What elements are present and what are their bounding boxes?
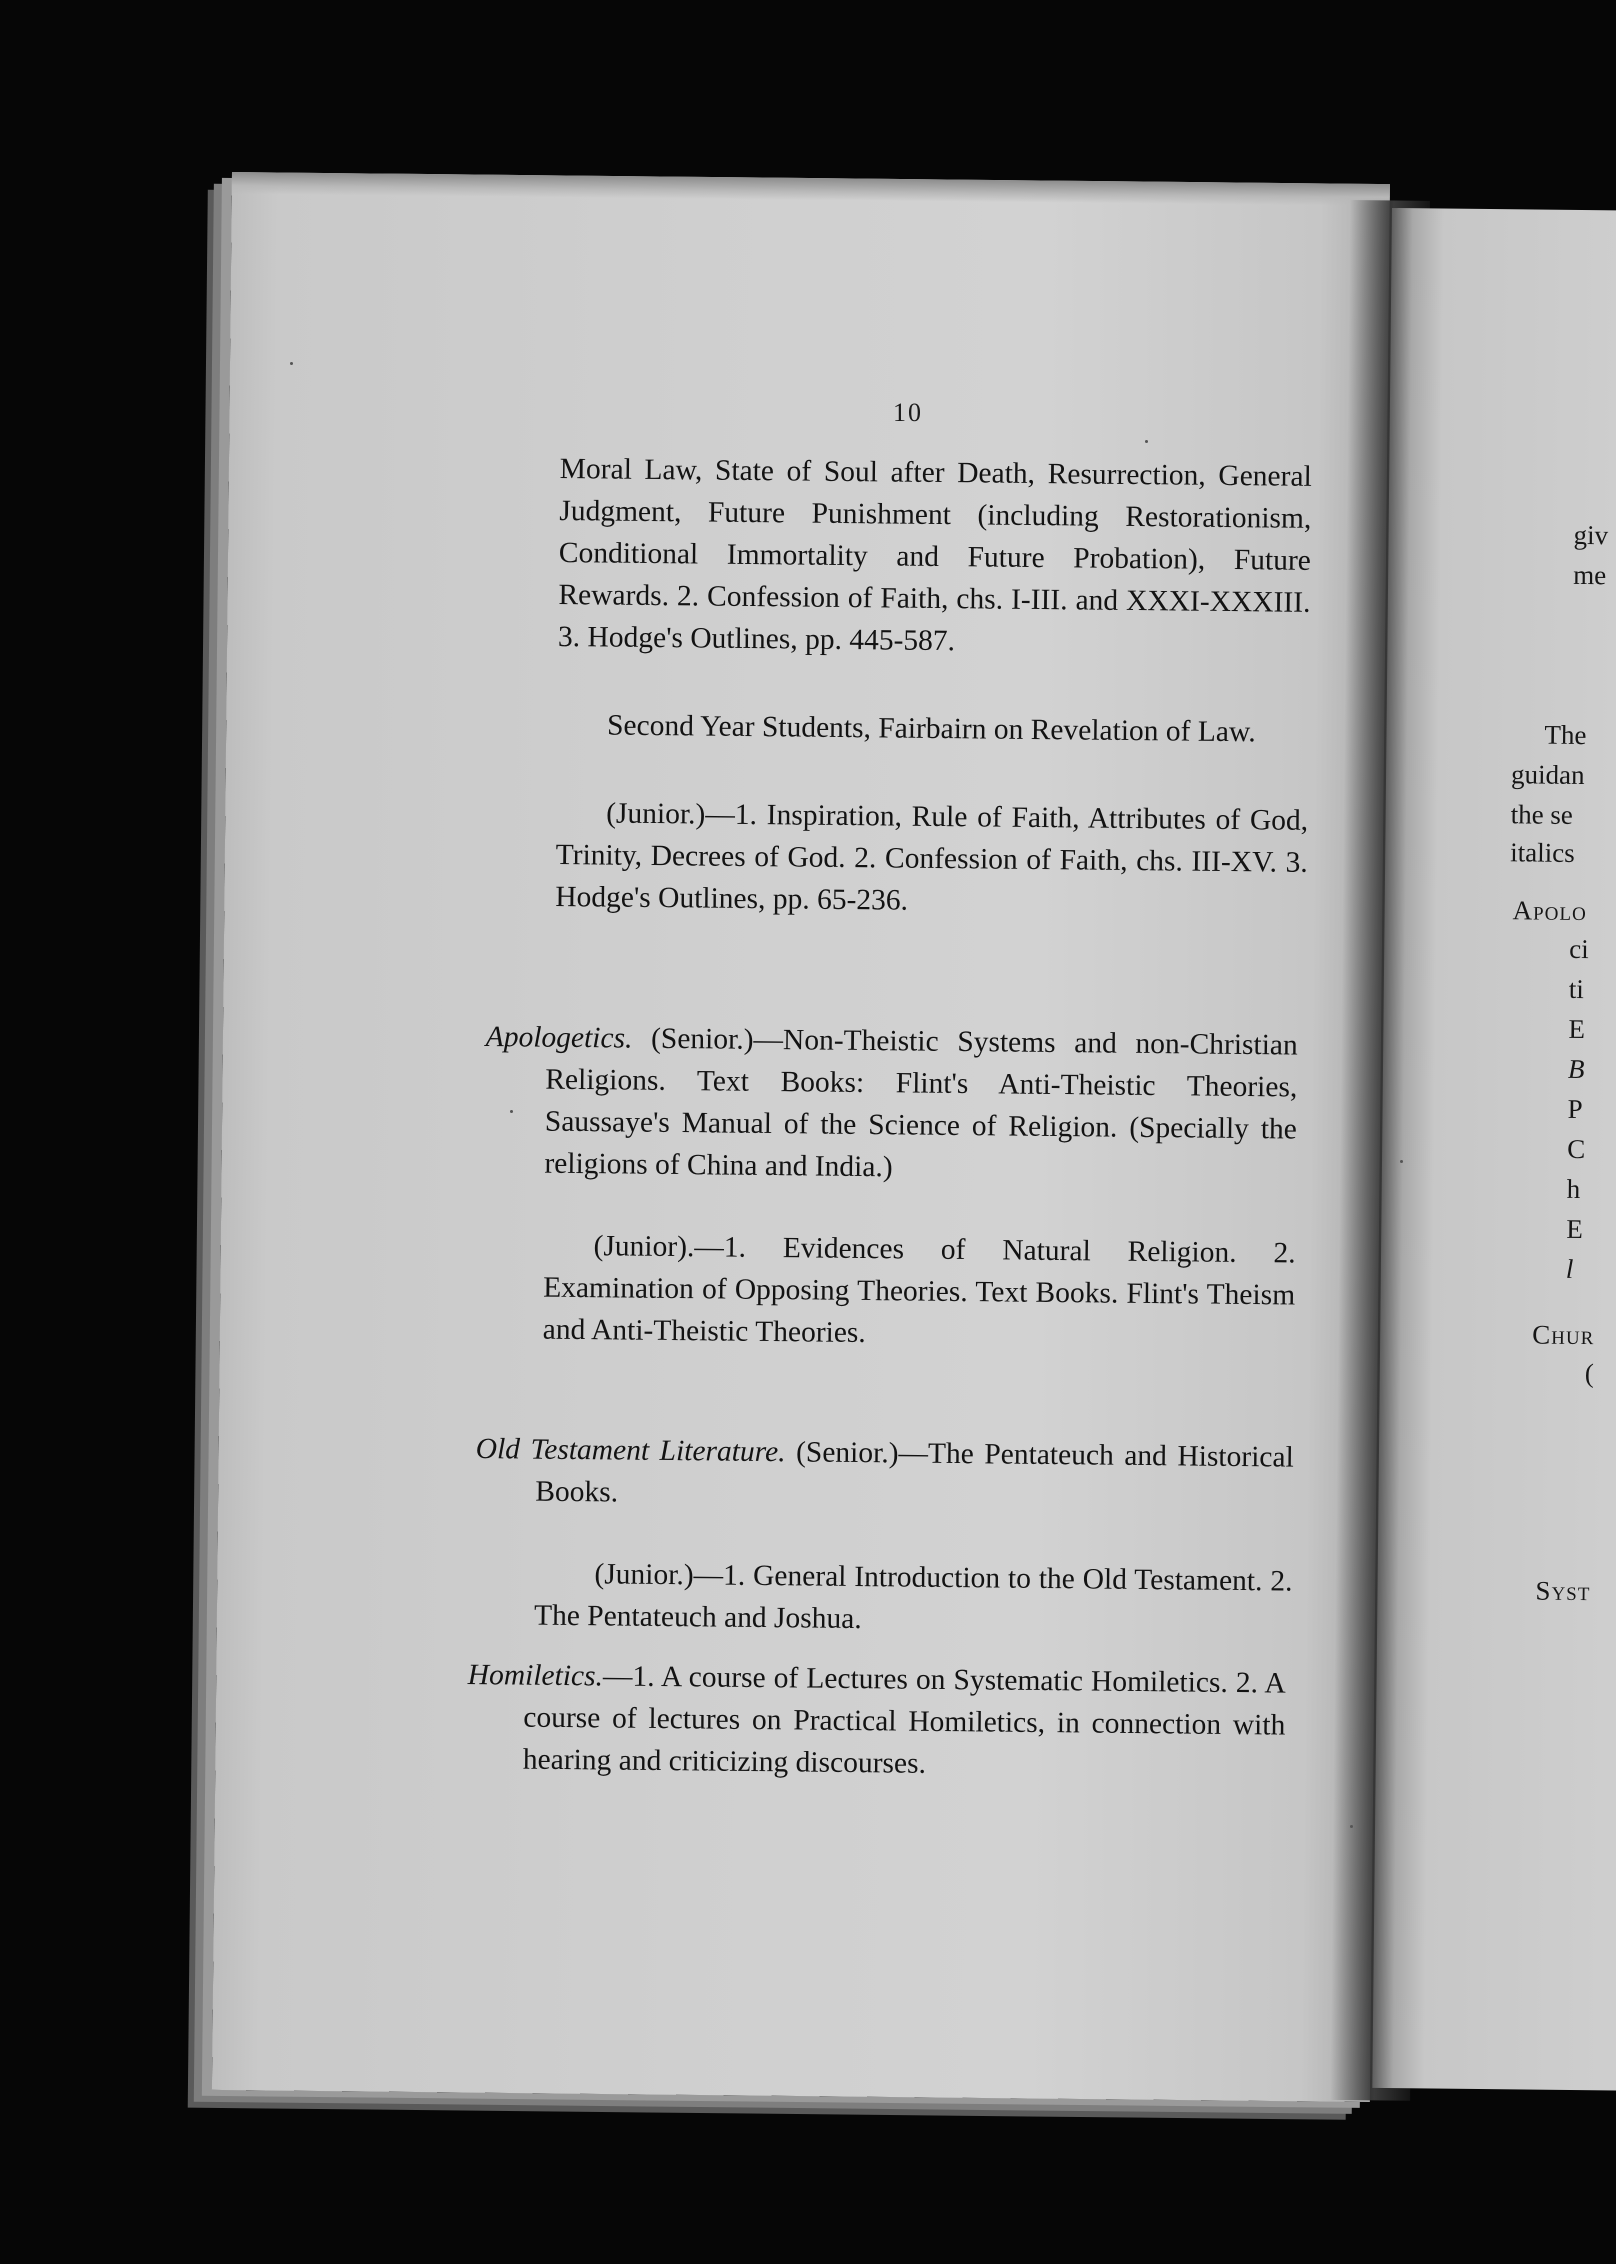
- right-page-fragment: guidan: [1510, 759, 1585, 791]
- right-page-fragment: B: [1567, 1053, 1585, 1085]
- right-page-fragment: Chur: [1532, 1319, 1595, 1351]
- right-page-fragment: (: [1584, 1358, 1594, 1389]
- right-page: [1372, 208, 1616, 2091]
- right-page-fragment: C: [1566, 1133, 1586, 1165]
- right-page-fragment: The: [1544, 719, 1587, 751]
- scan-speck: [510, 1110, 513, 1113]
- page-number: 10: [893, 398, 923, 427]
- old-testament-junior: (Junior.)—1. General Introduction to the Old Testament. 2. The Pentateuch and Joshua.: [533, 1558, 1293, 1636]
- apologetics-heading: Apologetics.: [485, 1020, 633, 1055]
- apologetics-senior: (Senior.)—Non-Theistic Systems and non-Christian Religions. Text Books: Flint's Anti-Theistic Theories, Saussaye's Manual of the Science of Religion. (Specially the religions of China and India.): [544, 1022, 1298, 1184]
- junior-theology-paragraph: (Junior.)—1. Inspiration, Rule of Faith, Attributes of God, Trinity, Decrees of God. 2. Confession of Faith, chs. III-XV. 3. Hodge's Outlines, pp. 65-236.: [555, 797, 1309, 917]
- right-page-fragment: E: [1568, 1013, 1586, 1045]
- homiletics-heading: Homiletics.: [467, 1658, 604, 1693]
- right-page-fragment: Apolo: [1512, 895, 1587, 927]
- apologetics-section: [483, 1016, 1298, 1358]
- scan-speck: [1400, 1160, 1403, 1163]
- second-year-paragraph: Second Year Students, Fairbairn on Revelation of Law.: [606, 709, 1256, 749]
- scan-speck: [1350, 1825, 1353, 1828]
- scan-speck: [290, 362, 293, 365]
- homiletics-section: [467, 1654, 1286, 1789]
- right-page-fragment: ti: [1568, 973, 1585, 1005]
- old-testament-senior: (Senior.)—The Pentateuch and Historical Books.: [535, 1436, 1294, 1509]
- old-testament-section: [474, 1428, 1294, 1645]
- right-page-fragment: me: [1573, 559, 1607, 591]
- right-page-fragment: the se: [1510, 799, 1574, 830]
- right-page-fragment: italics: [1510, 837, 1575, 868]
- continued-paragraph: Moral Law, State of Soul after Death, Resurrection, General Judgment, Future Punishment (including Restorationism, Conditional Immortality and Future Probation), Future Rewards. 2. Confession of Faith, chs. I-III. and XXXI-XXXIII. 3. Hodge's Outlines, pp. 445-587.: [557, 452, 1312, 658]
- apologetics-junior: (Junior).—1. Evidences of Natural Religion. 2. Examination of Opposing Theories. Text Books. Flint's Theism and Anti-Theistic Theories.: [542, 1230, 1296, 1349]
- page-text-block: [555, 448, 1312, 926]
- right-page-fragment: giv: [1573, 519, 1609, 551]
- right-page-fragment: Syst: [1535, 1575, 1591, 1607]
- old-testament-heading: Old Testament Literature.: [475, 1432, 786, 1469]
- right-page-fragment: P: [1567, 1093, 1583, 1125]
- right-page-fragment: h: [1566, 1173, 1581, 1205]
- right-page-fragment: E: [1566, 1213, 1583, 1245]
- homiletics-text: —1. A course of Lectures on Systematic Homiletics. 2. A course of lectures on Practical Homiletics, in connection with hearing and criticizing discourses.: [522, 1660, 1286, 1780]
- right-page-fragment: ci: [1569, 933, 1589, 965]
- right-page-fragment: l: [1565, 1253, 1574, 1284]
- scan-speck: [1145, 440, 1148, 443]
